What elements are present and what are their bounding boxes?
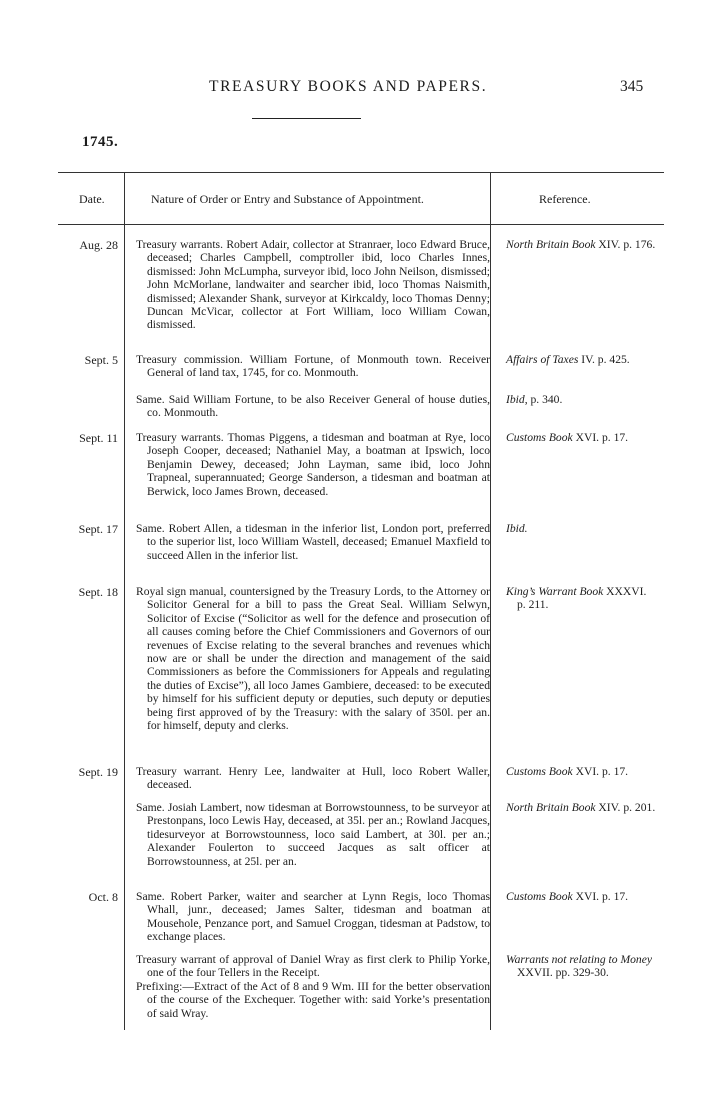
entry-date: Sept. 18	[78, 585, 118, 599]
entry-text: Treasury warrant of approval of Daniel Wray as first clerk to Philip Yorke, one of the four Tellers in the Receipt. Prefixing:—Extract of the Act of 8 and 9 Wm. III for the better observation of the course of the Exchequer. Together with: said Yorke’s presentation of said Wray.	[136, 953, 490, 1020]
entry-reference: North Britain Book XIV. p. 176.	[506, 238, 656, 251]
entry-reference: North Britain Book XIV. p. 201.	[506, 801, 656, 814]
table-top-rule	[58, 172, 664, 173]
entry-reference: Affairs of Taxes IV. p. 425.	[506, 353, 630, 366]
entry-reference: Warrants not relating to Money XXVII. pp. 329-30.	[506, 953, 652, 980]
entry-date: Sept. 5	[84, 353, 118, 367]
entry-text: Treasury commission. William Fortune, of Monmouth town. Receiver General of land tax, 1745, for co. Monmouth.	[136, 353, 490, 380]
entry-reference: Ibid, p. 340.	[506, 393, 563, 406]
entry-text: Same. Robert Parker, waiter and searcher at Lynn Regis, loco Thomas Whall, junr., deceased; James Salter, tidesman and boatman at Mousehole, Penzance port, and Samuel Croggan, tidesman at Padstow, to exchange places.	[136, 890, 490, 944]
entry-reference: Ibid.	[506, 522, 528, 535]
entry-text: Same. Robert Allen, a tidesman in the inferior list, London port, preferred to the superior list, loco William Wastell, deceased; Emanuel Maxfield to succeed Allen in the inferior list.	[136, 522, 490, 562]
entry-text: Same. Josiah Lambert, now tidesman at Borrowstounness, to be surveyor at Prestonpans, loco Lewis Hay, deceased, at 35l. per an.; Rowland Jacques, tidesurveyor at Borrowstounness, loco said Lambert, at 30l. per an.; Alexander Foulerton to succeed Jacques as salt officer at Borrowstounness, at 25l. per an.	[136, 801, 490, 868]
running-title: TREASURY BOOKS AND PAPERS.	[209, 78, 488, 95]
entry-text: Same. Said William Fortune, to be also Receiver General of house duties, co. Monmouth.	[136, 393, 490, 420]
column-rule-right	[490, 172, 491, 1030]
entry-reference: King’s Warrant Book XXXVI. p. 211.	[506, 585, 647, 612]
entry-date: Oct. 8	[88, 890, 118, 904]
column-heading-date: Date.	[79, 192, 105, 206]
entry-date: Aug. 28	[79, 238, 118, 252]
entry-date: Sept. 19	[78, 765, 118, 779]
entry-reference: Customs Book XVI. p. 17.	[506, 765, 629, 778]
title-rule	[252, 118, 361, 119]
year-heading: 1745.	[82, 134, 119, 150]
column-rule-left	[124, 172, 125, 1030]
entry-text: Treasury warrants. Thomas Piggens, a tidesman and boatman at Rye, loco Joseph Cooper, deceased; Nathaniel May, a boatman at Ipswich, loco Benjamin Dewey, deceased; John Layman, same ibid, loco John Trapneal, superannuated; George Sanderson, a tidesman and boatman at Berwick, loco James Brown, deceased.	[136, 431, 490, 498]
entry-text: Treasury warrant. Henry Lee, landwaiter at Hull, loco Robert Waller, deceased.	[136, 765, 490, 792]
entry-text: Treasury warrants. Robert Adair, collector at Stranraer, loco Edward Bruce, deceased; Charles Campbell, comptroller ibid, loco Charles Innes, dismissed: John McLumpha, surveyor ibid, loco John Neilson, dismissed; John McMorlane, landwaiter and searcher ibid, loco Thomas Naismith, dismissed; Alexander Shank, surveyor at Kirkcaldy, loco Thomas Denny; Duncan McVicar, collector at Fort William, loco William Cowan, dismissed.	[136, 238, 490, 332]
entry-text: Royal sign manual, countersigned by the Treasury Lords, to the Attorney or Solicitor General for a bill to pass the Great Seal. William Selwyn, Solicitor of Excise (“Solicitor as well for the defence and prosecution of all causes coming before the Chief Commissioners and Governors of our revenues of Excise relating to the several branches and revenues which now are or shall be under the direction and management of the said Commissioners as before the Commissioners for Appeals and regulating the duties of Excise”), all loco James Gambiere, deceased: to be executed by himself for his sufficient deputy or deputies, such deputy or deputies being first approved of by the Treasury: with the salary of 350l. per an. for himself, deputy and clerks.	[136, 585, 490, 733]
entry-date: Sept. 17	[78, 522, 118, 536]
entry-reference: Customs Book XVI. p. 17.	[506, 431, 629, 444]
entry-date: Sept. 11	[79, 431, 118, 445]
page-number: 345	[620, 78, 644, 95]
entry-reference: Customs Book XVI. p. 17.	[506, 890, 629, 903]
header-bottom-rule	[58, 224, 664, 225]
column-heading-reference: Reference.	[539, 192, 591, 206]
column-heading-nature: Nature of Order or Entry and Substance of Appointment.	[151, 192, 424, 206]
